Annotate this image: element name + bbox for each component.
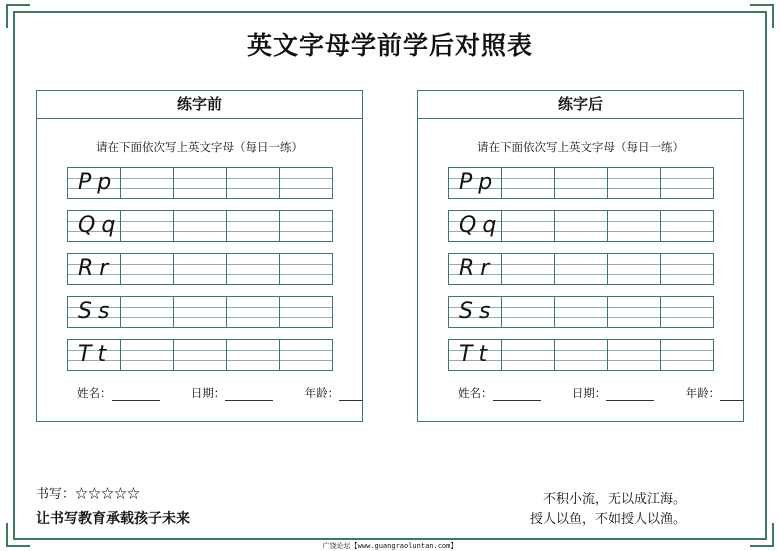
corner-ornament <box>6 4 30 28</box>
panel-before <box>36 90 363 422</box>
practice-cell[interactable] <box>502 211 555 241</box>
date-label: 日期： <box>190 386 226 400</box>
practice-cell[interactable] <box>227 297 280 327</box>
age-blank[interactable] <box>720 388 744 401</box>
practice-cell[interactable] <box>608 211 661 241</box>
star-rating[interactable]: ☆☆☆☆☆ <box>75 487 141 502</box>
practice-cell[interactable] <box>174 254 227 284</box>
rating-line <box>36 483 140 502</box>
practice-cell[interactable] <box>555 340 608 370</box>
info-line <box>458 385 744 401</box>
letter-sample: Qq <box>459 213 503 238</box>
writing-row <box>448 167 714 199</box>
instruction-text: 请在下面依次写上英文字母（每日一练） <box>96 140 303 154</box>
name-label: 姓名： <box>458 386 493 400</box>
practice-cell[interactable] <box>661 168 713 198</box>
letter-sample: Pp <box>78 170 118 195</box>
writing-row <box>448 210 714 242</box>
letter-sample: Rr <box>78 256 115 281</box>
age-label: 年龄： <box>304 386 340 400</box>
letter-sample: Qq <box>78 213 122 238</box>
letter-sample: Ss <box>459 299 497 324</box>
writing-row <box>448 339 714 371</box>
practice-cell[interactable] <box>121 211 174 241</box>
practice-cell[interactable] <box>227 211 280 241</box>
date-blank[interactable] <box>225 388 273 401</box>
letter-sample: Pp <box>459 170 499 195</box>
letter-sample: Ss <box>78 299 116 324</box>
sample-cell <box>68 168 121 198</box>
writing-row <box>67 339 333 371</box>
practice-cell[interactable] <box>661 340 713 370</box>
slogan: 让书写教育承载孩子未来 <box>36 511 190 527</box>
name-blank[interactable] <box>112 388 160 401</box>
practice-cell[interactable] <box>502 254 555 284</box>
sample-cell <box>449 168 502 198</box>
rating-label: 书写： <box>36 487 76 502</box>
practice-cell[interactable] <box>280 254 332 284</box>
practice-cell[interactable] <box>608 168 661 198</box>
instruction-text: 请在下面依次写上英文字母（每日一练） <box>477 140 684 154</box>
panel-heading: 练字后 <box>418 91 743 119</box>
info-line <box>77 385 363 401</box>
corner-ornament <box>750 4 774 28</box>
writing-row <box>448 253 714 285</box>
practice-cell[interactable] <box>661 254 713 284</box>
sample-cell <box>68 254 121 284</box>
age-blank[interactable] <box>339 388 363 401</box>
practice-cell[interactable] <box>555 211 608 241</box>
sample-cell <box>449 340 502 370</box>
name-label: 姓名： <box>77 386 112 400</box>
panel-after <box>417 90 744 422</box>
practice-cell[interactable] <box>280 211 332 241</box>
practice-cell[interactable] <box>608 297 661 327</box>
practice-cell[interactable] <box>555 297 608 327</box>
date-label: 日期： <box>571 386 607 400</box>
practice-cell[interactable] <box>174 340 227 370</box>
practice-cell[interactable] <box>121 297 174 327</box>
writing-row <box>448 296 714 328</box>
writing-grid <box>67 167 333 382</box>
practice-cell[interactable] <box>502 297 555 327</box>
sample-cell <box>68 211 121 241</box>
practice-cell[interactable] <box>174 211 227 241</box>
writing-row <box>67 253 333 285</box>
practice-cell[interactable] <box>280 168 332 198</box>
sample-cell <box>449 211 502 241</box>
practice-cell[interactable] <box>227 254 280 284</box>
quote-line-1: 不积小流，无以成江海。 <box>542 492 686 507</box>
writing-row <box>67 296 333 328</box>
sample-cell <box>449 297 502 327</box>
practice-cell[interactable] <box>121 340 174 370</box>
date-blank[interactable] <box>606 388 654 401</box>
writing-row <box>67 210 333 242</box>
sample-cell <box>68 340 121 370</box>
practice-cell[interactable] <box>608 254 661 284</box>
practice-cell[interactable] <box>280 297 332 327</box>
writing-grid <box>448 167 714 382</box>
practice-cell[interactable] <box>661 297 713 327</box>
practice-cell[interactable] <box>555 168 608 198</box>
writing-row <box>67 167 333 199</box>
practice-cell[interactable] <box>227 168 280 198</box>
letter-sample: Tt <box>459 342 494 367</box>
practice-cell[interactable] <box>555 254 608 284</box>
age-label: 年龄： <box>685 386 721 400</box>
practice-cell[interactable] <box>121 168 174 198</box>
panel-heading: 练字前 <box>37 91 362 119</box>
practice-cell[interactable] <box>608 340 661 370</box>
practice-cell[interactable] <box>174 297 227 327</box>
practice-cell[interactable] <box>174 168 227 198</box>
name-blank[interactable] <box>493 388 541 401</box>
letter-sample: Rr <box>459 256 496 281</box>
quote-line-2: 授人以鱼，不如授人以渔。 <box>529 512 686 527</box>
practice-cell[interactable] <box>502 168 555 198</box>
page-title: 英文字母学前学后对照表 <box>246 31 533 60</box>
sample-cell <box>68 297 121 327</box>
practice-cell[interactable] <box>227 340 280 370</box>
sample-cell <box>449 254 502 284</box>
practice-cell[interactable] <box>121 254 174 284</box>
letter-sample: Tt <box>78 342 113 367</box>
footer-credit: 广饶论坛【www.guangraoluntan.com】 <box>322 542 458 550</box>
practice-cell[interactable] <box>502 340 555 370</box>
practice-cell[interactable] <box>280 340 332 370</box>
practice-cell[interactable] <box>661 211 713 241</box>
